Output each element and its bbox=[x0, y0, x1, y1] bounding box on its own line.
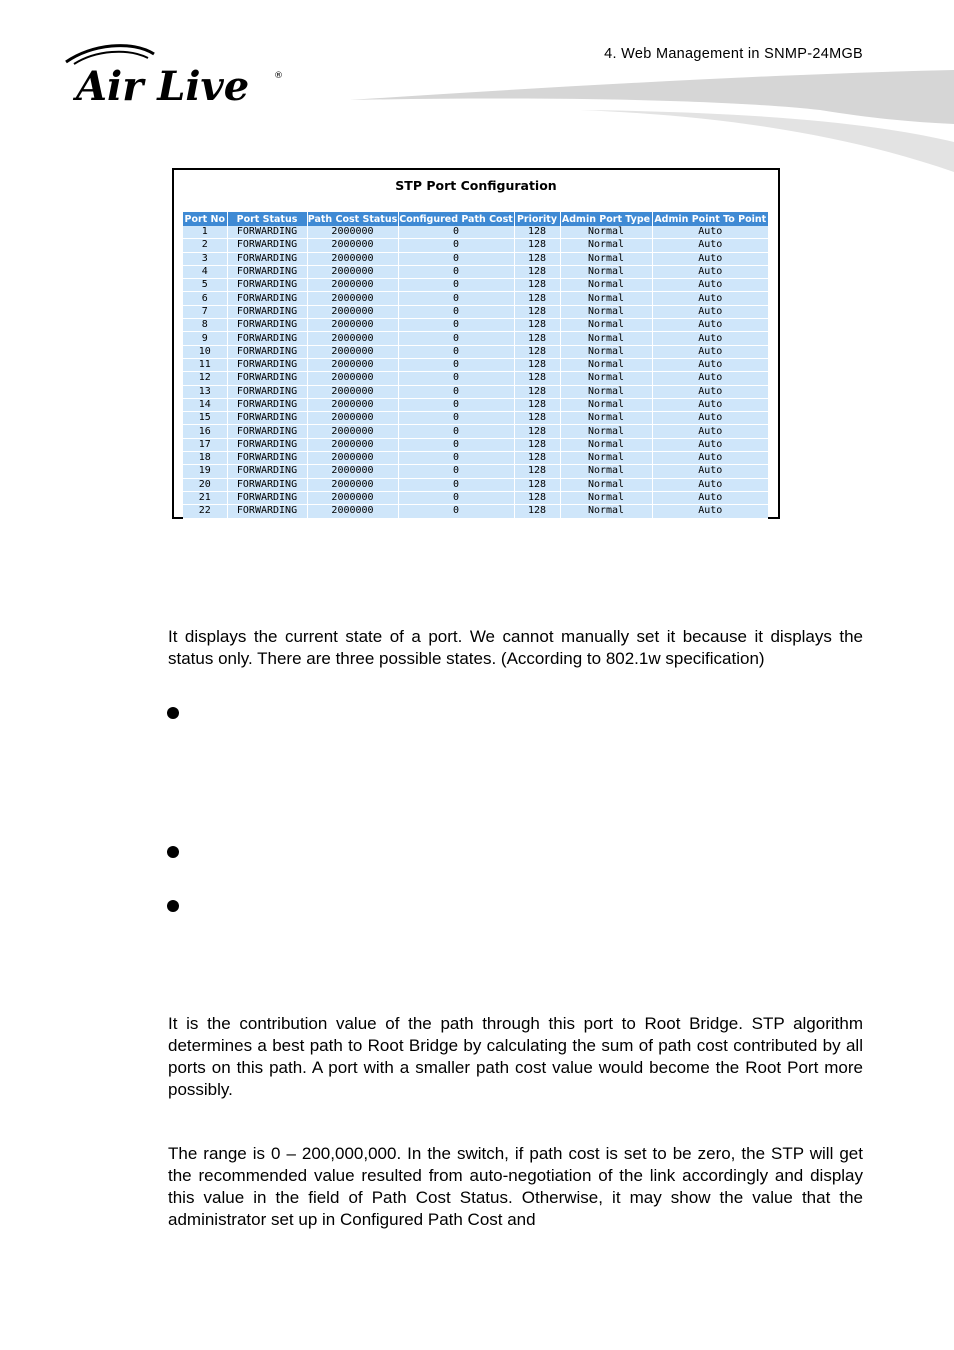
table-cell: Normal bbox=[560, 412, 652, 425]
table-cell: Normal bbox=[560, 279, 652, 292]
table-cell: Auto bbox=[652, 226, 768, 239]
table-cell: 0 bbox=[398, 252, 514, 265]
table-cell: FORWARDING bbox=[227, 292, 307, 305]
table-cell: 21 bbox=[183, 491, 227, 504]
table-cell: 128 bbox=[514, 239, 560, 252]
table-cell: 2000000 bbox=[307, 398, 398, 411]
table-cell: Normal bbox=[560, 438, 652, 451]
table-cell: 2000000 bbox=[307, 452, 398, 465]
table-row bbox=[183, 239, 768, 252]
table-cell: Auto bbox=[652, 412, 768, 425]
table-row bbox=[183, 305, 768, 318]
table-cell: 128 bbox=[514, 279, 560, 292]
table-cell: Auto bbox=[652, 319, 768, 332]
table-cell: Normal bbox=[560, 372, 652, 385]
table-cell: 0 bbox=[398, 478, 514, 491]
registered-mark: ® bbox=[274, 71, 283, 81]
table-cell: 128 bbox=[514, 319, 560, 332]
table-cell: 2000000 bbox=[307, 265, 398, 278]
table-cell: Auto bbox=[652, 305, 768, 318]
table-cell: FORWARDING bbox=[227, 265, 307, 278]
table-cell: 2000000 bbox=[307, 332, 398, 345]
table-cell: FORWARDING bbox=[227, 226, 307, 239]
table-cell: FORWARDING bbox=[227, 372, 307, 385]
table-cell: 14 bbox=[183, 398, 227, 411]
table-cell: 2000000 bbox=[307, 385, 398, 398]
table-cell: 19 bbox=[183, 465, 227, 478]
table-cell: Normal bbox=[560, 465, 652, 478]
table-cell: Normal bbox=[560, 505, 652, 518]
table-cell: 2000000 bbox=[307, 465, 398, 478]
table-cell: FORWARDING bbox=[227, 465, 307, 478]
table-cell: 0 bbox=[398, 279, 514, 292]
table-body bbox=[183, 226, 768, 518]
table-cell: 128 bbox=[514, 505, 560, 518]
table-cell: 128 bbox=[514, 478, 560, 491]
table-cell: 22 bbox=[183, 505, 227, 518]
column-header: Admin Point To Point bbox=[652, 212, 768, 226]
table-cell: 0 bbox=[398, 226, 514, 239]
table-row bbox=[183, 332, 768, 345]
table-cell: Normal bbox=[560, 239, 652, 252]
table-cell: 2000000 bbox=[307, 319, 398, 332]
table-cell: 128 bbox=[514, 265, 560, 278]
table-cell: Normal bbox=[560, 358, 652, 371]
table-cell: 9 bbox=[183, 332, 227, 345]
table-cell: 2000000 bbox=[307, 239, 398, 252]
table-cell: FORWARDING bbox=[227, 252, 307, 265]
table-cell: 128 bbox=[514, 292, 560, 305]
table-row bbox=[183, 385, 768, 398]
stp-port-table bbox=[183, 212, 768, 519]
table-cell: 0 bbox=[398, 332, 514, 345]
table-cell: Auto bbox=[652, 478, 768, 491]
table-cell: 6 bbox=[183, 292, 227, 305]
table-cell: Normal bbox=[560, 452, 652, 465]
table-cell: 0 bbox=[398, 452, 514, 465]
table-cell: 0 bbox=[398, 412, 514, 425]
table-cell: FORWARDING bbox=[227, 452, 307, 465]
table-cell: Auto bbox=[652, 265, 768, 278]
table-cell: 128 bbox=[514, 226, 560, 239]
table-cell: Normal bbox=[560, 332, 652, 345]
table-cell: 0 bbox=[398, 345, 514, 358]
table-cell: FORWARDING bbox=[227, 505, 307, 518]
table-cell: 7 bbox=[183, 305, 227, 318]
table-cell: 2000000 bbox=[307, 252, 398, 265]
table-cell: Auto bbox=[652, 465, 768, 478]
table-cell: FORWARDING bbox=[227, 332, 307, 345]
table-cell: 10 bbox=[183, 345, 227, 358]
header-swoosh bbox=[350, 66, 954, 178]
table-cell: 0 bbox=[398, 358, 514, 371]
table-cell: Auto bbox=[652, 292, 768, 305]
table-cell: 17 bbox=[183, 438, 227, 451]
table-row bbox=[183, 252, 768, 265]
table-row bbox=[183, 425, 768, 438]
table-cell: 128 bbox=[514, 491, 560, 504]
table-cell: Normal bbox=[560, 226, 652, 239]
table-cell: 0 bbox=[398, 425, 514, 438]
table-cell: FORWARDING bbox=[227, 491, 307, 504]
table-cell: 2000000 bbox=[307, 345, 398, 358]
path-cost-range-description: The range is 0 – 200,000,000. In the switch, if path cost is set to be zero, the STP will get the recommended value resulted from auto-negotiation of the link accordingly and display this value in the field of Path Cost Status. Otherwise, it may show the value that the administrator set up in Configured Path Cost and bbox=[168, 1144, 863, 1229]
table-cell: Normal bbox=[560, 252, 652, 265]
airlive-logo bbox=[62, 42, 288, 104]
table-cell: Normal bbox=[560, 265, 652, 278]
table-cell: 2000000 bbox=[307, 292, 398, 305]
table-cell: 128 bbox=[514, 425, 560, 438]
table-cell: Auto bbox=[652, 452, 768, 465]
table-row bbox=[183, 478, 768, 491]
table-cell: 2000000 bbox=[307, 412, 398, 425]
table-cell: 16 bbox=[183, 425, 227, 438]
table-cell: FORWARDING bbox=[227, 319, 307, 332]
table-cell: 18 bbox=[183, 452, 227, 465]
table-cell: 12 bbox=[183, 372, 227, 385]
table-cell: Auto bbox=[652, 398, 768, 411]
table-cell: 128 bbox=[514, 452, 560, 465]
table-cell: 2000000 bbox=[307, 226, 398, 239]
table-header-row bbox=[183, 212, 768, 226]
table-cell: Normal bbox=[560, 398, 652, 411]
table-cell: Auto bbox=[652, 425, 768, 438]
port-status-description: It displays the current state of a port. We cannot manually set it because it displays the status only. There are three possible states. (According to 802.1w specification) bbox=[168, 627, 863, 668]
table-cell: 0 bbox=[398, 372, 514, 385]
table-cell: FORWARDING bbox=[227, 358, 307, 371]
page-header-title: 4. Web Management in SNMP-24MGB bbox=[604, 46, 863, 62]
bullet-1 bbox=[167, 707, 179, 719]
bullet-2 bbox=[167, 846, 179, 858]
table-cell: Normal bbox=[560, 385, 652, 398]
column-header: Admin Port Type bbox=[561, 213, 651, 225]
table-cell: Normal bbox=[560, 345, 652, 358]
table-cell: FORWARDING bbox=[227, 305, 307, 318]
table-cell: Auto bbox=[652, 505, 768, 518]
table-cell: 0 bbox=[398, 265, 514, 278]
table-cell: FORWARDING bbox=[227, 345, 307, 358]
table-cell: 128 bbox=[514, 252, 560, 265]
table-cell: 128 bbox=[514, 398, 560, 411]
table-row bbox=[183, 345, 768, 358]
table-cell: 128 bbox=[514, 438, 560, 451]
table-cell: 0 bbox=[398, 385, 514, 398]
table-cell: 0 bbox=[398, 292, 514, 305]
table-row bbox=[183, 438, 768, 451]
table-cell: 3 bbox=[183, 252, 227, 265]
table-cell: Auto bbox=[652, 252, 768, 265]
column-header: Path Cost Status bbox=[307, 213, 398, 225]
table-row bbox=[183, 265, 768, 278]
path-cost-description: It is the contribution value of the path through this port to Root Bridge. STP algorithm determines a best path to Root Bridge by calculating the sum of path cost contributed by all ports on this path. A port with a smaller path cost value would become the Root Port more possibly. bbox=[168, 1014, 863, 1099]
table-cell: 128 bbox=[514, 332, 560, 345]
table-cell: 1 bbox=[183, 226, 227, 239]
table-cell: 8 bbox=[183, 319, 227, 332]
table-cell: Auto bbox=[652, 358, 768, 371]
table-cell: FORWARDING bbox=[227, 279, 307, 292]
table-cell: 0 bbox=[398, 398, 514, 411]
table-cell: 11 bbox=[183, 358, 227, 371]
table-cell: 128 bbox=[514, 305, 560, 318]
table-cell: 0 bbox=[398, 239, 514, 252]
stp-title: STP Port Configuration bbox=[395, 178, 557, 193]
table-cell: Auto bbox=[652, 491, 768, 504]
table-cell: FORWARDING bbox=[227, 412, 307, 425]
table-cell: FORWARDING bbox=[227, 438, 307, 451]
table-cell: 128 bbox=[514, 412, 560, 425]
table-cell: 2000000 bbox=[307, 425, 398, 438]
table-cell: 128 bbox=[514, 345, 560, 358]
column-header: Port Status bbox=[227, 212, 307, 226]
column-header: Configured Path Cost bbox=[399, 213, 513, 225]
table-row bbox=[183, 372, 768, 385]
table-row bbox=[183, 398, 768, 411]
table-cell: 128 bbox=[514, 465, 560, 478]
table-cell: Auto bbox=[652, 332, 768, 345]
table-cell: Normal bbox=[560, 305, 652, 318]
table-row bbox=[183, 292, 768, 305]
table-cell: 2000000 bbox=[307, 305, 398, 318]
table-cell: 0 bbox=[398, 505, 514, 518]
table-cell: 2000000 bbox=[307, 491, 398, 504]
table-cell: Normal bbox=[560, 319, 652, 332]
table-row bbox=[183, 358, 768, 371]
table-cell: 2000000 bbox=[307, 478, 398, 491]
table-cell: FORWARDING bbox=[227, 478, 307, 491]
table-cell: 128 bbox=[514, 385, 560, 398]
table-cell: Auto bbox=[652, 438, 768, 451]
table-row bbox=[183, 491, 768, 504]
table-cell: 0 bbox=[398, 491, 514, 504]
table-cell: 128 bbox=[514, 358, 560, 371]
table-cell: 0 bbox=[398, 319, 514, 332]
table-cell: 0 bbox=[398, 305, 514, 318]
column-header: Port No bbox=[184, 213, 225, 225]
table-cell: Normal bbox=[560, 478, 652, 491]
logo-wordmark: Air Live bbox=[76, 63, 250, 104]
table-row bbox=[183, 319, 768, 332]
table-row bbox=[183, 279, 768, 292]
table-cell: 2000000 bbox=[307, 438, 398, 451]
table-cell: 2000000 bbox=[307, 358, 398, 371]
table-cell: 0 bbox=[398, 465, 514, 478]
table-row bbox=[183, 465, 768, 478]
table-cell: 2000000 bbox=[307, 505, 398, 518]
table-cell: Normal bbox=[560, 491, 652, 504]
table-cell: Auto bbox=[652, 279, 768, 292]
table-cell: Normal bbox=[560, 292, 652, 305]
table-cell: 20 bbox=[183, 478, 227, 491]
table-cell: 128 bbox=[514, 372, 560, 385]
bullet-3 bbox=[167, 900, 179, 912]
table-cell: FORWARDING bbox=[227, 385, 307, 398]
table-cell: Auto bbox=[652, 345, 768, 358]
table-cell: 13 bbox=[183, 385, 227, 398]
table-cell: 2 bbox=[183, 239, 227, 252]
table-cell: Auto bbox=[652, 385, 768, 398]
table-row bbox=[183, 412, 768, 425]
table-cell: FORWARDING bbox=[227, 239, 307, 252]
table-cell: 0 bbox=[398, 438, 514, 451]
table-row bbox=[183, 226, 768, 239]
table-cell: 4 bbox=[183, 265, 227, 278]
table-cell: Auto bbox=[652, 239, 768, 252]
table-cell: 2000000 bbox=[307, 372, 398, 385]
table-cell: 15 bbox=[183, 412, 227, 425]
table-row bbox=[183, 452, 768, 465]
stp-port-configuration-panel bbox=[172, 168, 780, 519]
table-cell: FORWARDING bbox=[227, 398, 307, 411]
table-cell: Auto bbox=[652, 372, 768, 385]
column-header: Priority bbox=[514, 212, 560, 226]
table-row bbox=[183, 505, 768, 518]
table-cell: 5 bbox=[183, 279, 227, 292]
table-cell: Normal bbox=[560, 425, 652, 438]
table-cell: FORWARDING bbox=[227, 425, 307, 438]
table-cell: 2000000 bbox=[307, 279, 398, 292]
